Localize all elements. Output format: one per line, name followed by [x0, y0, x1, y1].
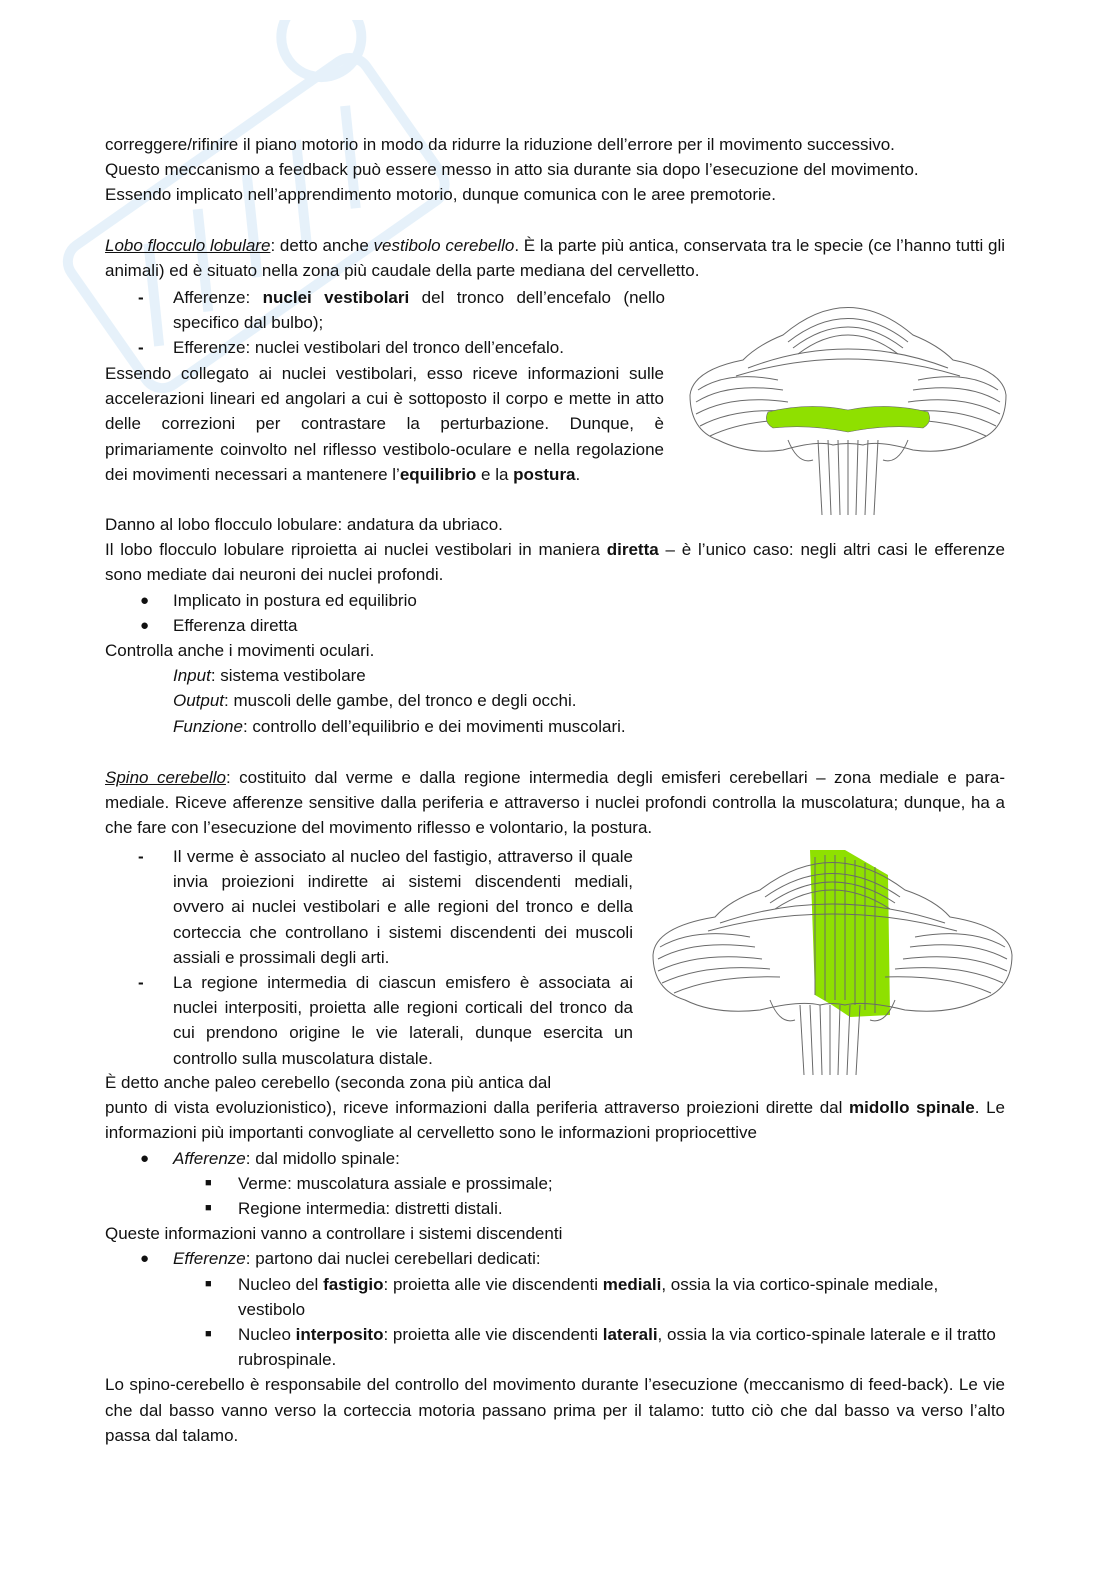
lobo-list: [105, 285, 665, 361]
text-span: : proietta alle vie discendenti: [383, 1274, 603, 1294]
text-line: correggere/rifinire il piano motorio in modo da ridurre la riduzione dell’errore per il movimento successivo.: [105, 135, 895, 154]
text-span: – è l’unico caso: negli altri casi le efferenze sono mediate dai neuroni dei nuclei profondi.: [105, 540, 1005, 585]
text-span: interposito: [295, 1325, 384, 1345]
text-span: : muscoli delle gambe, del tronco e degli occhi.: [224, 691, 577, 711]
spino-rest: [105, 1070, 1005, 1448]
list-item: - Il verme è associato al nucleo del fastigio, attraverso il quale invia proiezioni indirette ai sistemi discendenti mediali, ovvero ai nuclei vestibolari e alle regioni del tronco e della corteccia che controllano i sistemi discendenti dei muscoli assiali e prossimali degli arti.: [138, 847, 633, 967]
text-span: Funzione: [173, 716, 243, 736]
text-span: postura: [513, 464, 576, 484]
text-span: , ossia la via cortico-spinale mediale, vestibolo: [238, 1274, 939, 1319]
list-item: ■ Nucleo del fastigio: proietta alle vie discendenti mediali, ossia la via cortico-spinale mediale, vestibolo: [205, 1274, 939, 1319]
text-line: Danno al lobo flocculo lobulare: andatura da ubriaco.: [105, 515, 503, 534]
text-span: : costituito dal verme e dalla regione intermedia degli emisferi cerebellari – zona mediale e para-mediale. Riceve afferenze sensitive dalla periferia e attraverso i nuclei profondi controlla la muscolatura; dunque, ha a che fare con l’esecuzione del movimento riflesso e volontario, la postura.: [105, 768, 1005, 838]
text-span: Il verme è associato al nucleo del fastigio, attraverso il quale invia proiezioni indirette ai sistemi discendenti mediali, ovvero ai nuclei vestibolari e alle regioni del tronco e della corteccia che controllano i sistemi discendenti dei muscoli assiali e prossimali degli arti.: [173, 847, 633, 967]
cerebellum-flocculonodular-figure: [688, 290, 1008, 515]
spino-title: Spino cerebello: [105, 768, 226, 787]
list-item: ■ Regione intermedia: distretti distali.: [205, 1199, 503, 1219]
list-item: ● Efferenza diretta: [140, 615, 298, 635]
text-span: Regione intermedia: distretti distali.: [238, 1199, 503, 1219]
text-span: Afferenze:: [173, 288, 263, 307]
text-line: Lo spino-cerebello è responsabile del controllo del movimento durante l’esecuzione (meccanismo di feed-back). Le vie che dal basso vanno verso la corteccia motoria passano prima per il talamo: tutto ciò che dal basso va verso l’alto passa dal talamo.: [105, 1375, 1005, 1445]
text-line: Questo meccanismo a feedback può essere messo in atto sia durante sia dopo l’esecuzione del movimento.: [105, 160, 919, 180]
text-span: Nucleo: [238, 1325, 296, 1345]
text-span: : detto anche: [270, 236, 374, 255]
text-span: nuclei vestibolari: [262, 288, 410, 307]
list-item: ● Afferenze: dal midollo spinale:: [140, 1148, 400, 1168]
text-span: e la: [476, 464, 514, 484]
list-item: ■ Nucleo interposito: proietta alle vie discendenti laterali, ossia la via cortico-spinale laterale e il tratto rubrospinale.: [205, 1325, 996, 1370]
spino-intro: [105, 765, 1005, 841]
lobo-para: [105, 361, 664, 487]
list-item: - La regione intermedia di ciascun emisfero è associata ai nuclei interpositi, proietta alle regioni corticali del tronco da cui prendono origine le vie laterali, dunque esercita un controllo sulla muscolatura distale.: [138, 973, 633, 1068]
text-line: Queste informazioni vanno a controllare i sistemi discendenti: [105, 1224, 563, 1244]
text-span: punto di vista evoluzionistico), riceve informazioni dalla periferia attraverso proiezioni dirette dal: [105, 1098, 850, 1118]
text-span: Nucleo del: [238, 1274, 324, 1294]
text-span: laterali: [602, 1325, 658, 1345]
list-item: - Afferenze: nuclei vestibolari del tronco dell’encefalo (nello specifico dal bulbo);: [138, 288, 666, 333]
text-span: , ossia la via cortico-spinale laterale e il tratto rubrospinale.: [238, 1325, 996, 1370]
lobo-intro: [105, 233, 1005, 283]
text-line: [105, 663, 1005, 688]
text-span: Il lobo flocculo lobulare riproietta ai nuclei vestibolari in maniera: [105, 540, 607, 560]
list-item: - Efferenze: nuclei vestibolari del tronco dell’encefalo.: [138, 338, 564, 358]
text-span: . È la parte più antica, conservata tra le specie (ce l’hanno tutti gli animali) ed è situato nella zona più caudale della parte mediana del cervelletto.: [105, 236, 1005, 281]
text-line: Essendo implicato nell’apprendimento motorio, dunque comunica con le aree premotorie.: [105, 185, 776, 205]
text-span: Efferenza diretta: [173, 615, 298, 635]
text-top: [105, 132, 1005, 208]
list-item: ■ Verme: muscolatura assiale e prossimale;: [205, 1173, 553, 1193]
text-span: fastigio: [323, 1274, 384, 1294]
text-span: Output: [173, 691, 225, 711]
text-line: È detto anche paleo cerebello (seconda zona più antica dal: [105, 1073, 552, 1092]
text-span: : sistema vestibolare: [210, 666, 366, 686]
text-span: vestibolo cerebello: [373, 236, 515, 255]
cerebellum-spinocerebellum-figure: [650, 845, 1015, 1075]
text-span: Verme: muscolatura assiale e prossimale;: [238, 1173, 553, 1193]
text-line: [105, 714, 1005, 739]
list-item: ● Implicato in postura ed equilibrio: [140, 590, 417, 610]
text-span: midollo spinale: [849, 1098, 975, 1118]
text-span: diretta: [606, 540, 659, 560]
text-span: del tronco dell’encefalo (nello specifico dal bulbo);: [173, 288, 666, 333]
spino-list: [105, 844, 633, 1071]
text-span: Input: [173, 666, 211, 686]
text-line: [105, 1095, 1005, 1145]
text-line: Controlla anche i movimenti oculari.: [105, 641, 375, 661]
text-line: [105, 688, 1005, 713]
text-span: Implicato in postura ed equilibrio: [173, 590, 417, 610]
text-span: : controllo dell’equilibrio e dei movimenti muscolari.: [242, 716, 626, 736]
list-item: ● Efferenze: partono dai nuclei cerebellari dedicati:: [140, 1249, 541, 1269]
text-span: Afferenze: [173, 1148, 246, 1168]
text-span: . Le informazioni più importanti convogliate al cervelletto sono le informazioni propriocettive: [105, 1098, 1005, 1143]
text-span: mediali: [602, 1274, 662, 1294]
text-span: : partono dai nuclei cerebellari dedicati:: [245, 1249, 541, 1269]
text-line: [105, 537, 1005, 587]
text-span: Efferenze: [173, 1249, 246, 1269]
lobo-rest: [105, 512, 1005, 739]
lobo-title: Lobo flocculo lobulare: [105, 236, 271, 255]
text-span: : proietta alle vie discendenti: [383, 1325, 603, 1345]
text-span: equilibrio: [399, 464, 477, 484]
text-span: Efferenze: nuclei vestibolari del tronco dell’encefalo.: [173, 338, 564, 358]
text-span: La regione intermedia di ciascun emisfero è associata ai nuclei interpositi, proietta alle regioni corticali del tronco da cui prendono origine le vie laterali, dunque esercita un controllo sulla muscolatura distale.: [173, 973, 633, 1068]
text-span: .: [575, 464, 581, 484]
text-span: : dal midollo spinale:: [245, 1148, 400, 1168]
text-span: Essendo collegato ai nuclei vestibolari, esso riceve informazioni sulle accelerazioni lineari ed angolari a cui è sottoposto il corpo e mette in atto delle correzioni per contrastare la perturbazione. Dunque, è primariamente coinvolto nel riflesso vestibolo-oculare e nella regolazione dei movimenti necessari a mantenere l’: [105, 364, 664, 484]
